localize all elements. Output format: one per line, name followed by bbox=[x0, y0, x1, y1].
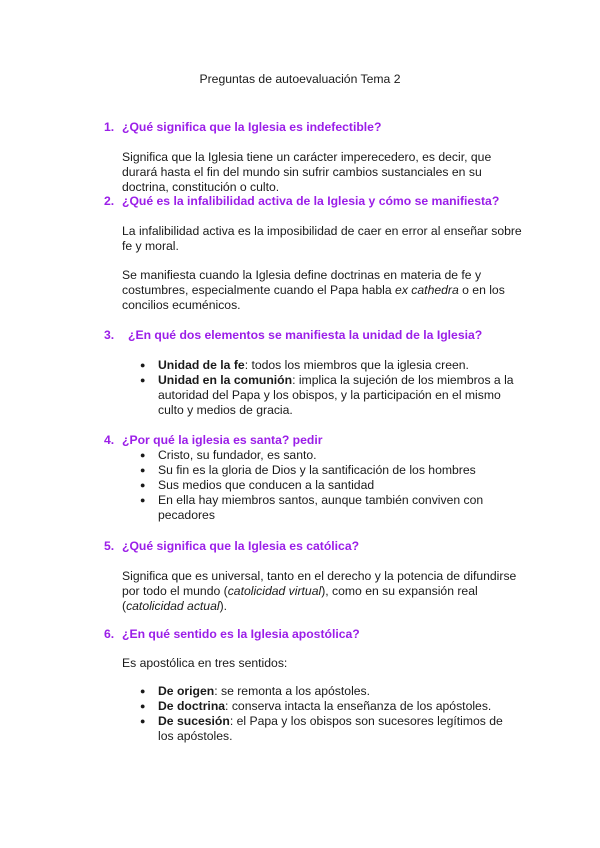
item-text: : conserva intacta la enseñanza de los apóstoles. bbox=[225, 699, 492, 713]
answer-6-list bbox=[140, 684, 520, 744]
question-text: ¿Qué significa que la Iglesia es indefectible? bbox=[122, 120, 382, 134]
answer-2b bbox=[122, 268, 522, 313]
question-6 bbox=[104, 627, 360, 642]
item-text: : implica la sujeción de los miembros a la autoridad del Papa y los obispos, y la participación en el mismo culto y medios de gracia. bbox=[158, 373, 514, 417]
question-number: 4. bbox=[104, 433, 115, 447]
question-text: ¿Qué es la infalibilidad activa de la Iglesia y cómo se manifiesta? bbox=[122, 194, 500, 208]
answer-1: Significa que la Iglesia tiene un carácter imperecedero, es decir, que durará hasta el fin del mundo sin sufrir cambios sustanciales en su doctrina, constitución o culto. bbox=[122, 150, 492, 194]
answer-3-list bbox=[140, 358, 520, 418]
answer-text: Se manifiesta cuando la Iglesia define doctrinas en materia de fe y costumbres, especialmente cuando el Papa habla bbox=[122, 268, 482, 297]
answer-4-list bbox=[140, 448, 520, 523]
question-5 bbox=[104, 539, 359, 554]
answer-emphasis: ex cathedra bbox=[395, 283, 459, 297]
item-text: : el Papa y los obispos son sucesores legítimos de los apóstoles. bbox=[158, 714, 503, 743]
list-item bbox=[140, 358, 520, 373]
list-item bbox=[140, 373, 520, 418]
item-label: De doctrina bbox=[158, 699, 226, 713]
item-label: De origen bbox=[158, 684, 215, 698]
question-text: ¿En qué dos elementos se manifiesta la unidad de la Iglesia? bbox=[128, 328, 483, 342]
list-item: ● Su fin es la gloria de Dios y la santificación de los hombres bbox=[140, 463, 520, 478]
answer-text: ). bbox=[219, 599, 228, 613]
question-number: 6. bbox=[104, 627, 115, 641]
document-title: Preguntas de autoevaluación Tema 2 bbox=[199, 72, 401, 86]
question-4 bbox=[104, 433, 322, 448]
question-text: ¿En qué sentido es la Iglesia apostólica? bbox=[122, 627, 360, 641]
list-item bbox=[140, 699, 520, 714]
question-number: 3. bbox=[104, 328, 115, 342]
list-item: ● Cristo, su fundador, es santo. bbox=[140, 448, 520, 463]
item-text: : todos los miembros que la iglesia creen. bbox=[244, 358, 469, 372]
item-text: : se remonta a los apóstoles. bbox=[214, 684, 371, 698]
answer-6-intro: Es apostólica en tres sentidos: bbox=[122, 656, 288, 670]
item-label: Unidad de la fe bbox=[158, 358, 245, 372]
answer-text: Significa que es universal, tanto en el derecho y la potencia de difundirse por todo el mundo ( bbox=[122, 569, 517, 598]
answer-text: ), como en su expansión real ( bbox=[122, 584, 478, 613]
list-item: ● Sus medios que conducen a la santidad bbox=[140, 478, 520, 493]
answer-2a: La infalibilidad activa es la imposibilidad de caer en error al enseñar sobre fe y moral. bbox=[122, 224, 522, 253]
question-number: 1. bbox=[104, 120, 115, 134]
question-2 bbox=[104, 194, 499, 209]
answer-emphasis: catolicidad actual bbox=[126, 599, 220, 613]
question-text: ¿Por qué la iglesia es santa? pedir bbox=[122, 433, 323, 447]
item-label: De sucesión bbox=[158, 714, 230, 728]
answer-text: o en los concilios ecuménicos. bbox=[122, 283, 505, 312]
question-1 bbox=[104, 120, 381, 135]
question-3 bbox=[104, 328, 482, 343]
question-number: 2. bbox=[104, 194, 115, 208]
item-label: Unidad en la comunión bbox=[158, 373, 293, 387]
list-item bbox=[140, 684, 520, 699]
question-text: ¿Qué significa que la Iglesia es católica? bbox=[122, 539, 360, 553]
answer-emphasis: catolicidad virtual bbox=[227, 584, 322, 598]
answer-5 bbox=[122, 569, 522, 614]
list-item: ● En ella hay miembros santos, aunque también conviven con pecadores bbox=[140, 493, 520, 523]
list-item bbox=[140, 714, 520, 744]
question-number: 5. bbox=[104, 539, 115, 553]
